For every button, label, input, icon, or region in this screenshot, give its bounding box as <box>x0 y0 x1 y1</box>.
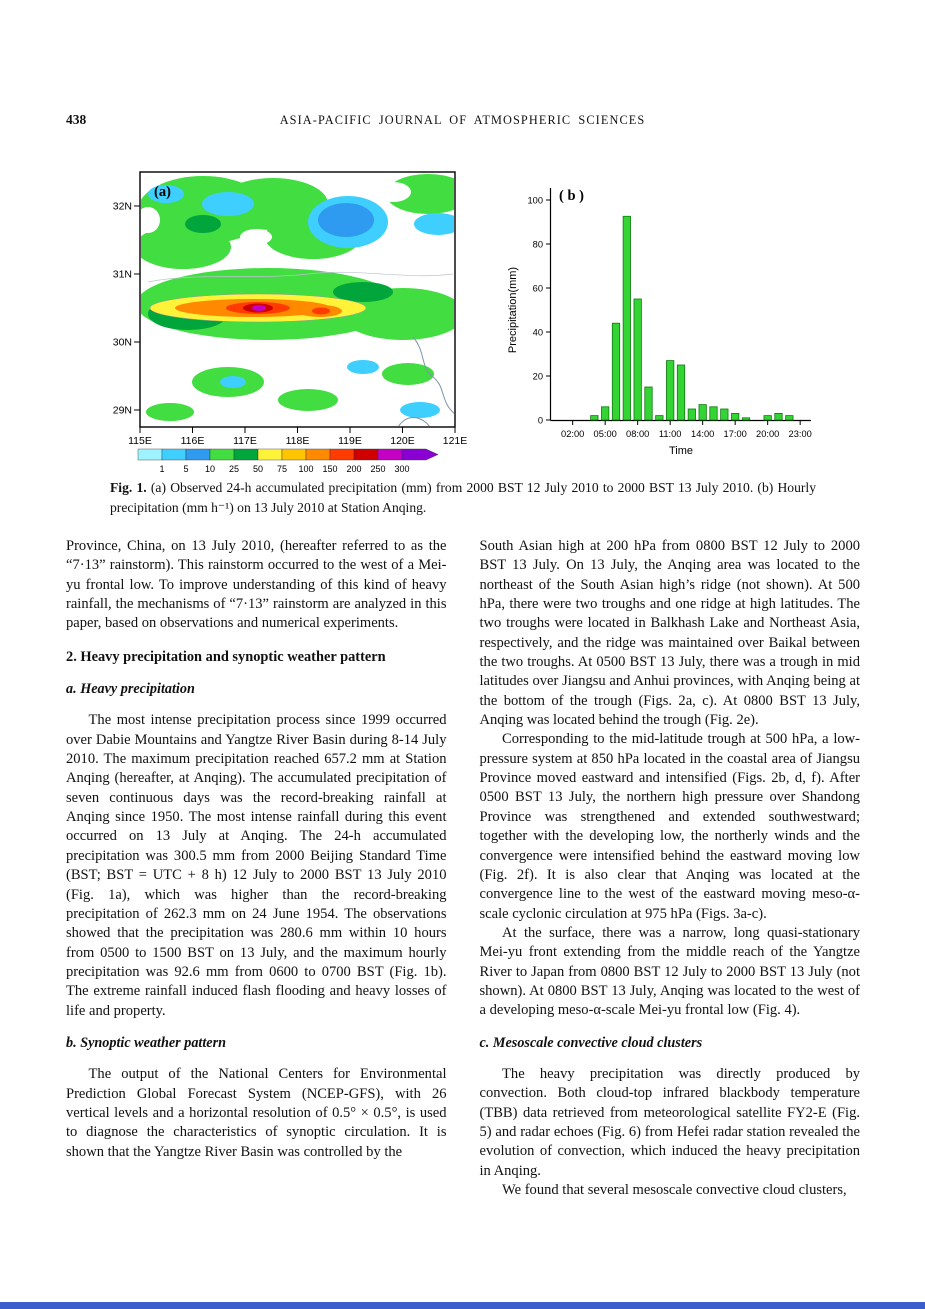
y-tick-label: 80 <box>532 239 543 250</box>
x-tick-label: 23:00 <box>788 429 812 439</box>
paragraph: Corresponding to the mid-latitude trough at 500 hPa, a low-pressure system at 850 hPa located in the coastal area of Jiangsu Province moved eastward and intensified (Figs. 2b, d, f). After 0500 BST 13 July, the northern high pressure over Shandong Province was strengthened and extended southwestward; together with the developing low, the northerly winds and the convergence were intensified behind the eastward moving low (Fig. 2f). It is also clear that Anqing was located at the convergence line to the west of the eastward moving meso-α-scale cyclonic circulation at 975 hPa (Figs. 3a-c). <box>479 731 860 922</box>
precipitation-bar <box>623 216 630 420</box>
lon-tick-label: 117E <box>233 435 257 447</box>
hourly-precipitation-chart-panel <box>503 168 823 465</box>
colorbar-label: 25 <box>228 464 240 474</box>
page-header <box>66 112 859 132</box>
paragraph: The output of the National Centers for Environmental Prediction Global Forecast System (NCEP-GFS), with 26 vertical levels and a horizontal resolution of 0.5° × 0.5°, is used to diagnose the characteristics of synoptic circulation. It is shown that the Yangtze River Basin was controlled by the <box>66 1066 447 1160</box>
colorbar-label: 75 <box>276 464 288 474</box>
colorbar-label: 10 <box>204 464 216 474</box>
journal-title: ASIA-PACIFIC JOURNAL OF ATMOSPHERIC SCIENCES <box>279 113 646 127</box>
colorbar-label: 250 <box>370 464 386 474</box>
colorbar-label: 1 <box>159 464 165 474</box>
colorbar-segment <box>378 449 402 460</box>
figure-caption-text: (a) Observed 24-h accumulated precipitation (mm) from 2000 BST 12 July 2010 to 2000 BST 13 July 2010. (b) Hourly precipitation (mm h⁻¹) on 13 July 2010 at Station Anqing. <box>110 480 816 515</box>
x-tick-label: 08:00 <box>626 429 650 439</box>
lon-tick-label: 121E <box>442 435 468 447</box>
hourly-precipitation-chart <box>503 168 823 460</box>
lon-tick-label: 119E <box>338 435 362 447</box>
colorbar-label: 150 <box>322 464 338 474</box>
y-tick-label: 40 <box>532 327 543 338</box>
paragraph: The most intense precipitation process since 1999 occurred over Dabie Mountains and Yangtze River Basin during 8-14 July 2010. The maximum precipitation reached 657.2 mm at Station Anqing (hereafter, at Anqing). The accumulated precipitation of seven continuous days was the record-breaking rainfall at Anqing since 1950. The most intense rainfall during this event occurred on 13 July at Anqing. The 24-h accumulated precipitation was 300.5 mm from 2000 Beijing Standard Time (BST; BST = UTC + 8 h) 12 July to 2000 BST 13 July 2010 (Fig. 1a), which was higher than the record-breaking precipitation of 262.3 mm on 24 June 1954. The observations showed that the precipitation was 280.6 mm within 10 hours from 0500 to 1500 BST on 13 July, and the maximum hourly precipitation was 92.6 mm from 0600 to 0700 BST (Fig. 1b). The extreme rainfall induced flash flooding and heavy losses of life and property. <box>66 712 447 1019</box>
paragraph: Province, China, on 13 July 2010, (hereafter referred to as the “7·13” rainstorm). This rainstorm occurred to the west of a Mei-yu frontal low. To improve understanding of this kind of heavy rainfall, the mechanisms of “7·13” rainstorm are analyzed in this paper, based on observations and numerical experiments. <box>66 538 447 632</box>
precipitation-bar <box>612 323 619 420</box>
x-tick-label: 17:00 <box>723 429 747 439</box>
precipitation-bar <box>666 361 673 420</box>
colorbar-segment <box>162 449 186 460</box>
x-tick-label: 14:00 <box>691 429 715 439</box>
precipitation-bar <box>786 416 793 420</box>
panel-b-label: ( b ) <box>559 188 584 204</box>
y-tick-label: 100 <box>527 195 543 206</box>
precipitation-bar <box>710 407 717 420</box>
page-number: 438 <box>66 112 87 127</box>
precipitation-bar <box>699 405 706 420</box>
precipitation-bar <box>742 418 749 420</box>
chart-x-axis-label: Time <box>668 445 694 457</box>
map-colorbar <box>138 449 438 474</box>
precipitation-bar <box>721 409 728 420</box>
y-tick-label: 20 <box>532 371 543 382</box>
colorbar-segment <box>234 449 258 460</box>
colorbar-label: 300 <box>394 464 410 474</box>
colorbar-segment <box>210 449 234 460</box>
chart-y-axis-label: Precipitation(mm) <box>507 266 519 354</box>
colorbar-segment <box>354 449 378 460</box>
x-tick-label: 20:00 <box>756 429 780 439</box>
precipitation-bar <box>645 387 652 420</box>
colorbar-label: 50 <box>252 464 264 474</box>
x-tick-label: 05:00 <box>593 429 617 439</box>
lat-tick-label: 30N <box>112 336 132 349</box>
colorbar-segment <box>306 449 330 460</box>
map-latitude-axis <box>113 201 140 417</box>
colorbar-segment <box>258 449 282 460</box>
precipitation-bar <box>688 409 695 420</box>
precipitation-bar <box>601 407 608 420</box>
colorbar-label: 5 <box>183 464 189 474</box>
colorbar-segment <box>138 449 162 460</box>
lon-tick-label: 118E <box>285 435 310 447</box>
chart-plot-area <box>527 188 811 439</box>
article-body <box>66 537 860 1200</box>
panel-a-label: (a) <box>154 184 171 200</box>
paragraph: At the surface, there was a narrow, long quasi-stationary Mei-yu front extending from the middle reach of the Yangtze River to Japan from 0800 BST 12 July to 2000 BST 13 July (not shown). At 0800 BST 13 July, Anqing was located to the west of a developing meso-α-scale Mei-yu frontal low (Fig. 4). <box>479 924 860 1019</box>
lon-tick-label: 115E <box>128 435 152 447</box>
colorbar-label: 200 <box>346 464 362 474</box>
precipitation-map-panel <box>108 162 473 483</box>
lat-tick-label: 31N <box>112 268 132 281</box>
precipitation-bar <box>656 416 663 420</box>
x-tick-label: 02:00 <box>561 429 585 439</box>
lat-tick-label: 29N <box>112 404 132 417</box>
colorbar-label: 100 <box>298 464 314 474</box>
lat-tick-label: 32N <box>112 200 132 213</box>
precipitation-bar <box>775 413 782 420</box>
figure-1 <box>108 160 820 490</box>
paragraph: South Asian high at 200 hPa from 0800 BST 12 July to 2000 BST 13 July. On 13 July, the Anqing area was located to the northeast of the South Asian high’s ridge (not shown). At 500 hPa, there were two troughs and one ridge at high latitudes. The two troughs were located in Balkhash Lake and Northeast Asia, respectively, and the ridge was maintained over Baikal between the two troughs. At 0500 BST 13 July, there was a trough in mid latitudes over Jiangsu and Anhui provinces, with Anqing being at the bottom of the trough (Figs. 2a, c). At 0800 BST 13 July, Anqing was located behind the trough (Fig. 2e). <box>479 538 860 729</box>
precipitation-bar <box>591 416 598 420</box>
map-longitude-axis <box>128 427 467 447</box>
window-edge-bar <box>0 1302 925 1309</box>
left-column <box>66 537 447 1200</box>
subsection-heading: b. Synoptic weather pattern <box>66 1034 227 1051</box>
precipitation-map <box>108 162 473 478</box>
lon-tick-label: 116E <box>180 435 205 447</box>
precipitation-bar <box>731 413 738 420</box>
precipitation-bar <box>764 416 771 420</box>
paragraph: We found that several mesoscale convective cloud clusters, <box>502 1182 847 1198</box>
y-tick-label: 0 <box>537 415 543 426</box>
colorbar-segment <box>186 449 210 460</box>
figure-caption <box>110 478 816 518</box>
paragraph: The heavy precipitation was directly produced by convection. Both cloud-top infrared blackbody temperature (TBB) data retrieved from meteorological satellite FY2-E (Fig. 5) and radar echoes (Fig. 6) from Hefei radar station revealed the evolution of convection, which induced the heavy precipitation in Anqing. <box>479 1065 860 1179</box>
x-tick-label: 11:00 <box>658 429 682 439</box>
colorbar-segment <box>330 449 354 460</box>
y-tick-label: 60 <box>532 283 543 294</box>
colorbar-segment <box>282 449 306 460</box>
section-heading: 2. Heavy precipitation and synoptic weather pattern <box>66 648 386 665</box>
lon-tick-label: 120E <box>390 435 415 447</box>
right-column <box>480 537 861 1200</box>
colorbar-arrow <box>402 449 438 460</box>
figure-caption-label: Fig. 1. <box>110 480 147 495</box>
subsection-heading: a. Heavy precipitation <box>66 681 195 698</box>
subsection-heading: c. Mesoscale convective cloud clusters <box>479 1034 703 1051</box>
precipitation-bar <box>677 365 684 420</box>
precipitation-bar <box>634 299 641 420</box>
